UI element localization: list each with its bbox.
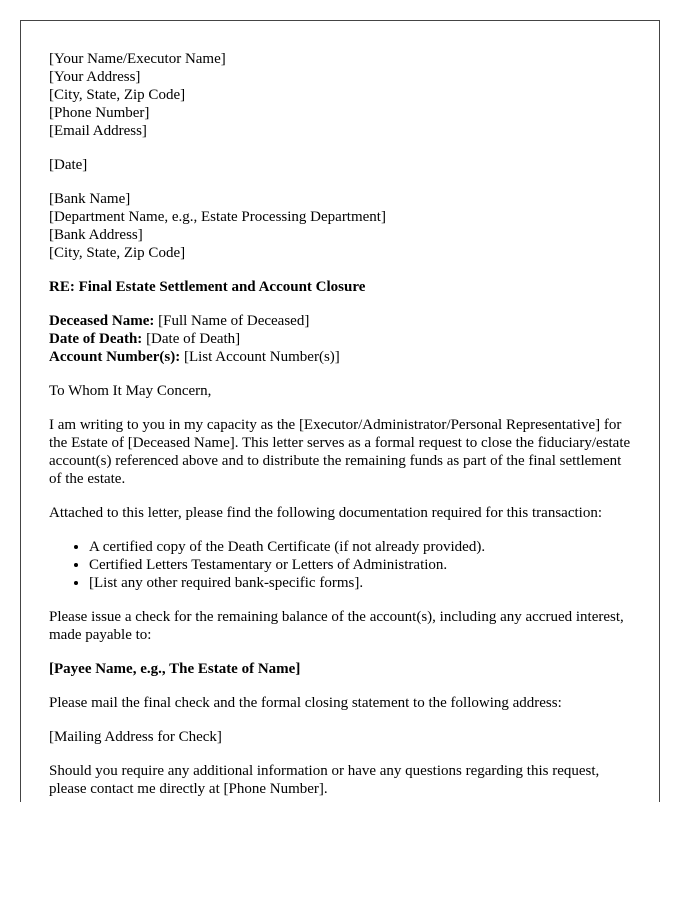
- recipient-block: [49, 190, 632, 262]
- detail-date-of-death: [49, 330, 632, 348]
- paragraph-intro: I am writing to you in my capacity as the [Executor/Administrator/Personal Representative] for the Estate of [Deceased Name]. This letter serves as a formal request to close the fiduciary/estate account(s) referenced above and to distribute the remaining funds as part of the final settlement of the estate.: [49, 417, 631, 487]
- sender-block: [49, 50, 632, 140]
- list-item: • A certified copy of the Death Certificate (if not already provided).: [89, 538, 632, 556]
- detail-value: [List Account Number(s)]: [180, 349, 340, 365]
- paragraph-payment: Please issue a check for the remaining balance of the account(s), including any accrued interest, made payable to:: [49, 609, 624, 643]
- sender-email: [Email Address]: [49, 123, 147, 139]
- salutation: To Whom It May Concern,: [49, 383, 212, 399]
- sender-phone: [Phone Number]: [49, 105, 150, 121]
- attachments-list: [49, 538, 632, 592]
- detail-label: Deceased Name:: [49, 313, 155, 329]
- sender-city: [City, State, Zip Code]: [49, 87, 186, 103]
- list-item: • [List any other required bank-specific forms].: [89, 574, 632, 592]
- paragraph-mailing: Please mail the final check and the formal closing statement to the following address:: [49, 695, 562, 711]
- detail-label: Date of Death:: [49, 331, 143, 347]
- letter-body: [21, 21, 659, 798]
- list-item: • Certified Letters Testamentary or Letters of Administration.: [89, 556, 632, 574]
- paragraph-attachments: Attached to this letter, please find the following documentation required for this transaction:: [49, 505, 602, 521]
- paragraph-contact: Should you require any additional information or have any questions regarding this request, please contact me directly at [Phone Number].: [49, 763, 600, 797]
- department-name: [Department Name, e.g., Estate Processing Department]: [49, 209, 386, 225]
- bank-address: [Bank Address]: [49, 227, 143, 243]
- subject-line: [49, 278, 632, 296]
- bank-city: [City, State, Zip Code]: [49, 245, 186, 261]
- sender-name: [Your Name/Executor Name]: [49, 51, 226, 67]
- bank-name: [Bank Name]: [49, 191, 131, 207]
- detail-label: Account Number(s):: [49, 349, 181, 365]
- payee-text: [Payee Name, e.g., The Estate of Name]: [49, 661, 301, 677]
- letter-date: [Date]: [49, 157, 88, 173]
- detail-account-numbers: [49, 348, 632, 366]
- details-block: [49, 312, 632, 366]
- payee-line: [49, 660, 632, 678]
- detail-value: [Date of Death]: [142, 331, 241, 347]
- detail-deceased-name: [49, 312, 632, 330]
- mailing-address: [Mailing Address for Check]: [49, 729, 222, 745]
- detail-value: [Full Name of Deceased]: [154, 313, 310, 329]
- letter-page: [20, 20, 660, 802]
- subject-text: RE: Final Estate Settlement and Account Closure: [49, 279, 366, 295]
- sender-address: [Your Address]: [49, 69, 141, 85]
